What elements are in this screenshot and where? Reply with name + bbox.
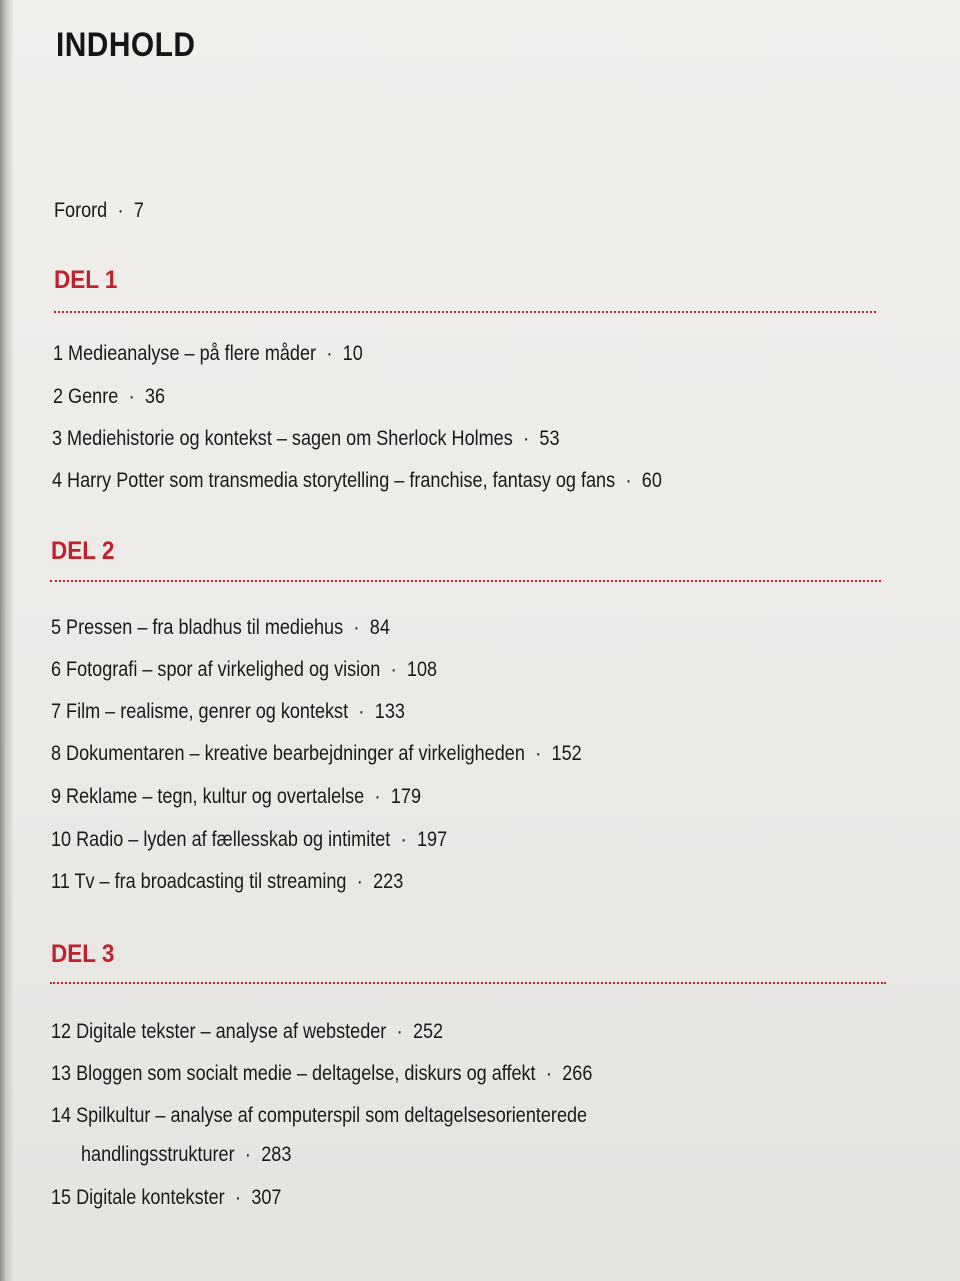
- entry-separator: ·: [353, 616, 360, 639]
- entry-page: 307: [251, 1186, 282, 1209]
- toc-entry-1: [53, 342, 363, 366]
- spine-shadow: [0, 0, 14, 1281]
- entry-separator: ·: [390, 658, 397, 681]
- entry-separator: ·: [234, 1186, 242, 1209]
- toc-entry-7: [51, 700, 405, 724]
- entry-separator: ·: [356, 870, 363, 893]
- part-title-del-3: DEL 3: [51, 940, 115, 968]
- entry-separator: ·: [374, 785, 381, 808]
- toc-entry-forord: [54, 199, 144, 223]
- entry-page: 252: [412, 1020, 444, 1043]
- toc-entry-3: [52, 427, 560, 451]
- entry-page: 36: [144, 385, 166, 408]
- entry-separator: ·: [244, 1143, 251, 1166]
- entry-separator: ·: [396, 1020, 403, 1043]
- entry-title: 13 Bloggen som socialt medie – deltagelse, diskurs og affekt: [51, 1062, 536, 1085]
- toc-entry-11: [51, 870, 403, 894]
- toc-entry-15: [51, 1186, 281, 1210]
- entry-page: 223: [373, 870, 404, 893]
- part-title-del-1: DEL 1: [54, 266, 118, 294]
- entry-title: 9 Reklame – tegn, kultur og overtalelse: [51, 785, 365, 808]
- entry-page: 108: [406, 658, 438, 681]
- toc-entry-5: [51, 616, 390, 640]
- part-divider-1: [54, 311, 876, 313]
- toc-entry-10: [51, 828, 447, 852]
- entry-title-continued: handlingsstrukturer: [81, 1143, 235, 1166]
- entry-separator: ·: [523, 427, 530, 450]
- entry-title: 6 Fotografi – spor af virkelighed og vision: [51, 658, 381, 681]
- page-title: INDHOLD: [56, 26, 196, 64]
- entry-title: 1 Medieanalyse – på flere måder: [53, 342, 317, 365]
- entry-page: 197: [416, 828, 448, 851]
- entry-page: 7: [133, 199, 144, 222]
- toc-entry-4: [52, 469, 662, 493]
- entry-page: 283: [261, 1143, 292, 1166]
- entry-page: 10: [342, 342, 363, 365]
- entry-separator: ·: [535, 742, 542, 765]
- entry-title: 2 Genre: [53, 385, 119, 408]
- entry-title: 10 Radio – lyden af fællesskab og intimitet: [51, 828, 391, 851]
- entry-title: Forord: [54, 199, 108, 222]
- entry-title: 5 Pressen – fra bladhus til mediehus: [51, 616, 344, 639]
- part-divider-2: [50, 580, 881, 582]
- entry-page: 53: [539, 427, 560, 450]
- entry-page: 60: [641, 469, 662, 492]
- toc-entry-12: [51, 1020, 443, 1044]
- part-divider-3: [50, 982, 886, 984]
- toc-entry-14-continued: [81, 1143, 291, 1167]
- entry-separator: ·: [545, 1062, 552, 1085]
- entry-page: 152: [551, 742, 582, 765]
- toc-entry-2: [53, 385, 165, 409]
- entry-separator: ·: [326, 342, 333, 365]
- part-title-del-2: DEL 2: [51, 537, 115, 565]
- entry-title: 8 Dokumentaren – kreative bearbejdninger af virkeligheden: [51, 742, 525, 765]
- entry-separator: ·: [117, 199, 124, 222]
- toc-entry-13: [51, 1062, 592, 1086]
- entry-page: 133: [374, 700, 405, 723]
- entry-separator: ·: [358, 700, 365, 723]
- entry-title: 15 Digitale kontekster: [51, 1186, 225, 1209]
- toc-entry-6: [51, 658, 437, 682]
- entry-page: 84: [369, 616, 390, 639]
- entry-title: 11 Tv – fra broadcasting til streaming: [51, 870, 347, 893]
- entry-page: 266: [562, 1062, 593, 1085]
- entry-separator: ·: [400, 828, 407, 851]
- entry-title: 3 Mediehistorie og kontekst – sagen om Sherlock Holmes: [52, 427, 513, 450]
- entry-page: 179: [390, 785, 422, 808]
- toc-entry-14: [51, 1104, 587, 1128]
- entry-title: 7 Film – realisme, genrer og kontekst: [51, 700, 349, 723]
- toc-entry-8: [51, 742, 582, 766]
- entry-title: 12 Digitale tekster – analyse af websteder: [51, 1020, 387, 1043]
- toc-entry-9: [51, 785, 421, 809]
- entry-separator: ·: [128, 385, 135, 408]
- entry-title: 14 Spilkultur – analyse af computerspil som deltagelsesorienterede: [51, 1104, 588, 1127]
- entry-title: 4 Harry Potter som transmedia storytelling – franchise, fantasy og fans: [52, 469, 616, 492]
- entry-separator: ·: [625, 469, 632, 492]
